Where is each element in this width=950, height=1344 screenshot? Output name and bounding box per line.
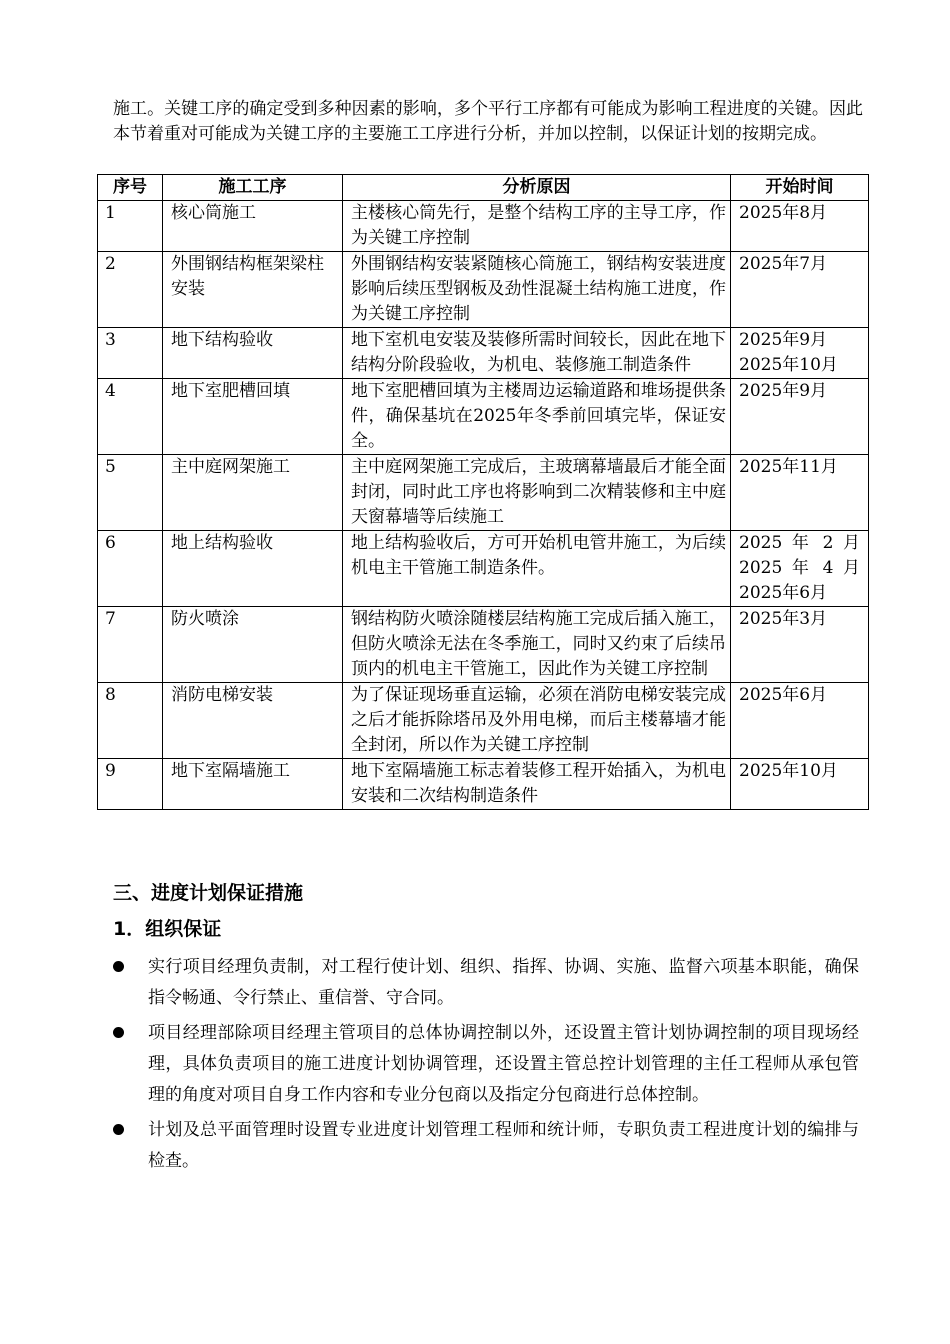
row-process: 消防电梯安装 — [163, 683, 343, 759]
table-row — [98, 455, 869, 531]
row-process: 主中庭网架施工 — [163, 455, 343, 531]
row-number: 5 — [98, 455, 163, 531]
start-time-value: 2025年9月 — [739, 330, 828, 350]
row-process: 外围钢结构框架梁柱安装 — [163, 252, 343, 328]
table-row — [98, 607, 869, 683]
table-header-row — [98, 175, 869, 201]
start-time-value: 2025年7月 — [739, 254, 828, 274]
table-row — [98, 252, 869, 328]
start-time-value: 2025年8月 — [739, 203, 828, 223]
list-item — [113, 1018, 859, 1111]
row-reason: 为了保证现场垂直运输，必须在消防电梯安装完成之后才能拆除塔吊及外用电梯，而后主楼幕墙才能全封闭，所以作为关键工序控制 — [343, 683, 731, 759]
start-time-value: 2025年3月 — [739, 609, 828, 629]
row-reason: 地下室隔墙施工标志着装修工程开始插入，为机电安装和二次结构制造条件 — [343, 759, 731, 810]
row-number: 3 — [98, 328, 163, 379]
row-number: 6 — [98, 531, 163, 607]
table-row — [98, 379, 869, 455]
table-body — [98, 201, 869, 810]
subsection-title: 1．组织保证 — [113, 918, 222, 940]
table-row — [98, 531, 869, 607]
start-time-value: 2025年10月 — [739, 355, 838, 375]
header-start-time: 开始时间 — [731, 175, 869, 201]
key-process-table — [97, 174, 869, 810]
bullet-dot-icon — [113, 961, 124, 972]
row-start-time — [731, 379, 869, 455]
start-time-value: 2025年9月 — [739, 381, 828, 401]
list-item — [113, 1115, 859, 1177]
bullet-text: 项目经理部除项目经理主管项目的总体协调控制以外，还设置主管计划协调控制的项目现场经理，具体负责项目的施工进度计划协调管理，还设置主管总控计划管理的主任工程师从承包管理的角度对项目自身工作内容和专业分包商以及指定分包商进行总体控制。 — [148, 1023, 859, 1105]
row-number: 2 — [98, 252, 163, 328]
table-row — [98, 683, 869, 759]
row-start-time — [731, 328, 869, 379]
row-start-time — [731, 683, 869, 759]
row-start-time — [731, 607, 869, 683]
header-reason: 分析原因 — [343, 175, 731, 201]
row-process: 地下室隔墙施工 — [163, 759, 343, 810]
row-start-time — [731, 252, 869, 328]
row-start-time — [731, 531, 869, 607]
row-number: 9 — [98, 759, 163, 810]
row-process: 地下室肥槽回填 — [163, 379, 343, 455]
row-process: 核心筒施工 — [163, 201, 343, 252]
row-process: 地上结构验收 — [163, 531, 343, 607]
intro-paragraph: 施工。关键工序的确定受到多种因素的影响，多个平行工序都有可能成为影响工程进度的关键。因此本节着重对可能成为关键工序的主要施工工序进行分析，并加以控制，以保证计划的按期完成。 — [113, 99, 863, 144]
bullet-list — [113, 952, 859, 1181]
table-row — [98, 328, 869, 379]
start-time-value: 2025年11月 — [739, 457, 838, 477]
table-row — [98, 759, 869, 810]
start-time-value: 2025 年 4 月 — [739, 558, 860, 578]
row-reason: 地下室机电安装及装修所需时间较长，因此在地下结构分阶段验收，为机电、装修施工制造条件 — [343, 328, 731, 379]
bullet-dot-icon — [113, 1027, 124, 1038]
row-start-time — [731, 201, 869, 252]
bullet-dot-icon — [113, 1124, 124, 1135]
row-reason: 外围钢结构安装紧随核心筒施工，钢结构安装进度影响后续压型钢板及劲性混凝土结构施工进度，作为关键工序控制 — [343, 252, 731, 328]
start-time-value: 2025年6月 — [739, 685, 828, 705]
row-start-time — [731, 759, 869, 810]
row-process: 地下结构验收 — [163, 328, 343, 379]
row-process: 防火喷涂 — [163, 607, 343, 683]
row-reason: 钢结构防火喷涂随楼层结构施工完成后插入施工，但防火喷涂无法在冬季施工，同时又约束了后续吊顶内的机电主干管施工，因此作为关键工序控制 — [343, 607, 731, 683]
row-reason: 主中庭网架施工完成后，主玻璃幕墙最后才能全面封闭，同时此工序也将影响到二次精装修和主中庭天窗幕墙等后续施工 — [343, 455, 731, 531]
section-title: 三、进度计划保证措施 — [113, 882, 304, 904]
row-start-time — [731, 455, 869, 531]
row-number: 8 — [98, 683, 163, 759]
row-number: 4 — [98, 379, 163, 455]
start-time-value: 2025 年 2 月 — [739, 533, 860, 553]
bullet-text: 实行项目经理负责制，对工程行使计划、组织、指挥、协调、实施、监督六项基本职能，确保指令畅通、令行禁止、重信誉、守合同。 — [148, 957, 859, 1008]
header-number: 序号 — [98, 175, 163, 201]
row-reason: 地下室肥槽回填为主楼周边运输道路和堆场提供条件，确保基坑在2025年冬季前回填完毕，保证安全。 — [343, 379, 731, 455]
row-number: 1 — [98, 201, 163, 252]
row-reason: 主楼核心筒先行，是整个结构工序的主导工序，作为关键工序控制 — [343, 201, 731, 252]
start-time-value: 2025年10月 — [739, 761, 838, 781]
bullet-text: 计划及总平面管理时设置专业进度计划管理工程师和统计师，专职负责工程进度计划的编排与检查。 — [148, 1120, 859, 1171]
list-item — [113, 952, 859, 1014]
row-number: 7 — [98, 607, 163, 683]
row-reason: 地上结构验收后，方可开始机电管井施工，为后续机电主干管施工制造条件。 — [343, 531, 731, 607]
table-row — [98, 201, 869, 252]
header-process: 施工工序 — [163, 175, 343, 201]
start-time-value: 2025年6月 — [739, 583, 828, 603]
